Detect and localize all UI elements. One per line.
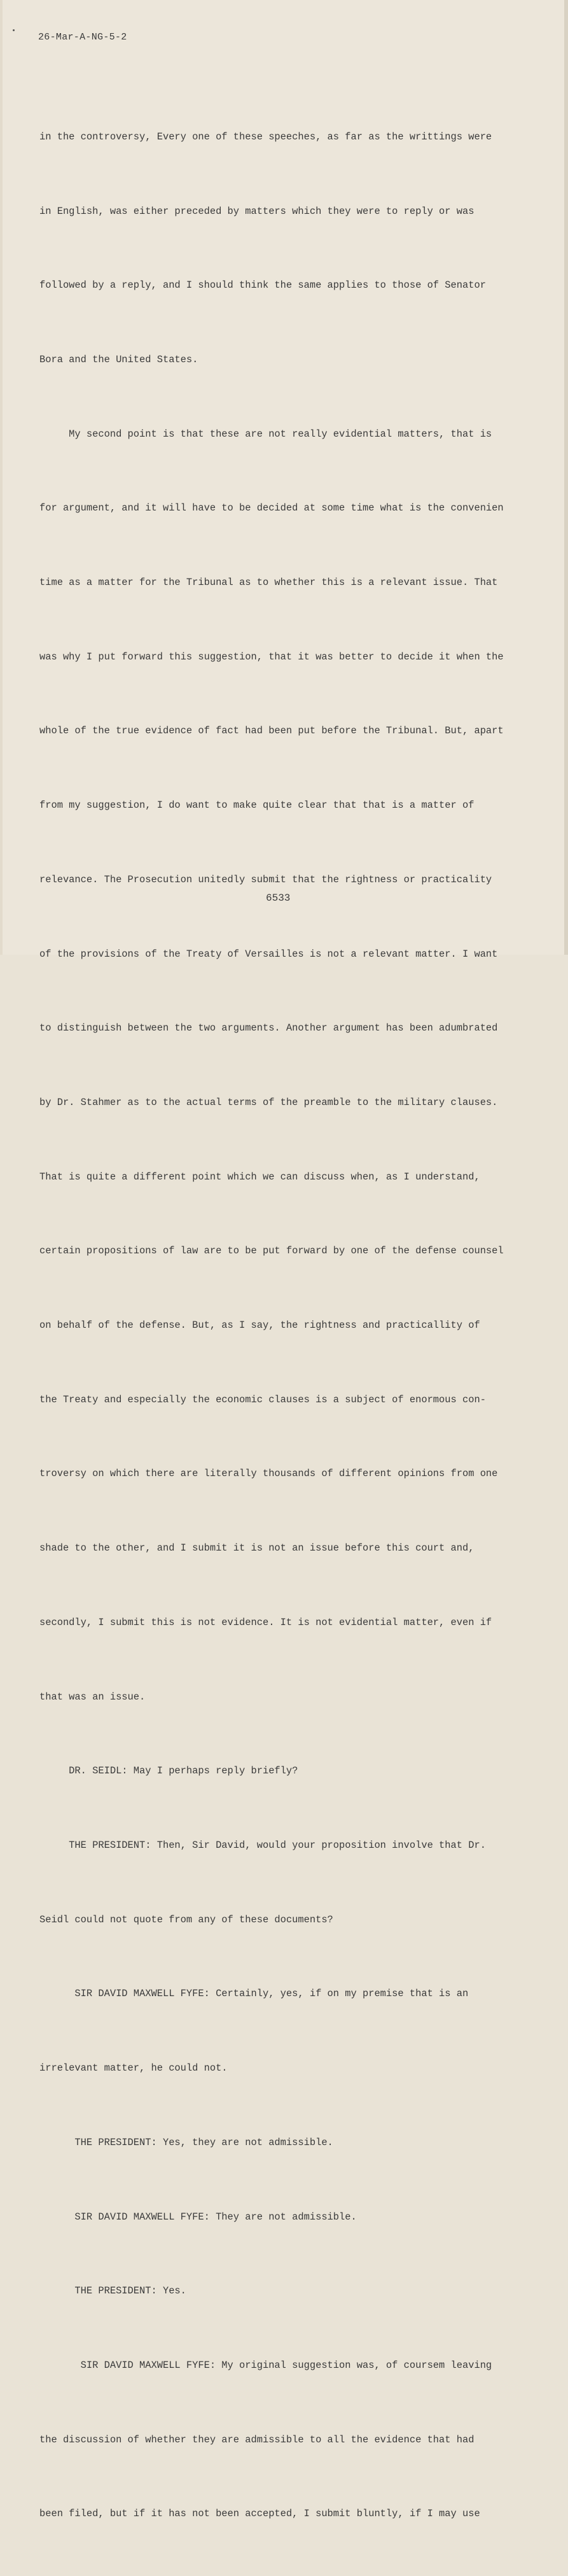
margin-mark — [13, 29, 15, 31]
text-line: in English, was either preceded by matters which they were to reply or was — [39, 205, 474, 217]
text-line: SIR DAVID MAXWELL FYFE: They are not admissible. — [39, 2211, 357, 2223]
text-line: for argument, and it will have to be decided at some time what is the convenien — [39, 502, 504, 514]
document-header: 26-Mar-A-NG-5-2 — [38, 32, 127, 43]
text-line: SIR DAVID MAXWELL FYFE: Certainly, yes, if on my premise that is an — [39, 1988, 469, 2000]
text-line: THE PRESIDENT: Yes. — [39, 2285, 186, 2297]
text-line: Seidl could not quote from any of these documents? — [39, 1913, 333, 1925]
text-line: to distinguish between the two arguments. Another argument has been adumbrated — [39, 1022, 498, 1034]
text-line: Bora and the United States. — [39, 353, 198, 365]
text-line: That is quite a different point which we can discuss when, as I understand, — [39, 1171, 480, 1183]
page-edge-left — [0, 0, 3, 955]
page-edge-right — [564, 0, 568, 955]
text-line: troversy on which there are literally thousands of different opinions from one — [39, 1468, 498, 1480]
text-line: SIR DAVID MAXWELL FYFE: My original suggestion was, of coursem leaving — [39, 2359, 492, 2371]
text-line: irrelevant matter, he could not. — [39, 2062, 228, 2074]
text-line: time as a matter for the Tribunal as to whether this is a relevant issue. That — [39, 577, 498, 589]
text-line: in the controversy, Every one of these speeches, as far as the writtings were — [39, 130, 492, 143]
text-line: certain propositions of law are to be put forward by one of the defense counsel — [39, 1245, 504, 1257]
text-line: was why I put forward this suggestion, that it was better to decide it when the — [39, 651, 504, 663]
text-line: from my suggestion, I do want to make quite clear that that is a matter of — [39, 799, 474, 812]
text-line: the Treaty and especially the economic clauses is a subject of enormous con- — [39, 1393, 486, 1405]
text-line: by Dr. Stahmer as to the actual terms of the preamble to the military clauses. — [39, 1096, 498, 1108]
text-line: My second point is that these are not really evidential matters, that is — [39, 428, 492, 440]
text-line: followed by a reply, and I should think the same applies to those of Senator — [39, 279, 486, 292]
page-number: 6533 — [266, 892, 291, 904]
transcript-body — [39, 75, 536, 2576]
text-line: relevance. The Prosecution unitedly submit that the rightness or practicality — [39, 873, 492, 885]
text-line: that was an issue. — [39, 1691, 146, 1703]
text-line: THE PRESIDENT: Then, Sir David, would your proposition involve that Dr. — [39, 1839, 486, 1851]
text-line: secondly, I submit this is not evidence. It is not evidential matter, even if — [39, 1616, 492, 1628]
text-line: DR. SEIDL: May I perhaps reply briefly? — [39, 1765, 298, 1777]
text-line: the discussion of whether they are admissible to all the evidence that had — [39, 2433, 474, 2446]
text-line: of the provisions of the Treaty of Versailles is not a relevant matter. I want — [39, 948, 498, 960]
text-line: shade to the other, and I submit it is not an issue before this court and, — [39, 1542, 474, 1554]
text-line: been filed, but if it has not been accepted, I submit bluntly, if I may use — [39, 2508, 480, 2520]
text-line: THE PRESIDENT: Yes, they are not admissible. — [39, 2136, 333, 2148]
text-line: on behalf of the defense. But, as I say, the rightness and practicallity of — [39, 1320, 480, 1332]
text-line: whole of the true evidence of fact had been put before the Tribunal. But, apart — [39, 725, 504, 737]
